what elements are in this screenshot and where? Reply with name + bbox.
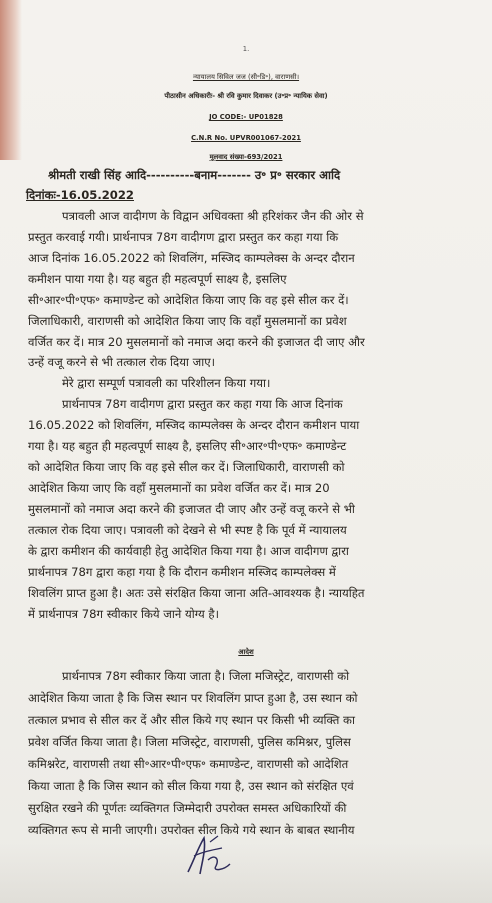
order-line: आदेशित किया जाता है कि जिस स्थान पर शिवलिंग प्राप्त हुआ है, उस स्थान को bbox=[28, 691, 358, 705]
presiding-officer: पीठासीन अधिकारीः- श्री रवि कुमार दिवाकर (उ॰प्र॰ न्यायिक सेवा) bbox=[164, 92, 328, 100]
parties-line: श्रीमती राखी सिंह आदि----------बनाम------- उ॰ प्र॰ सरकार आदि bbox=[48, 168, 341, 182]
body-line: के द्वारा कमीशन की कार्यवाही हेतु आदेशित किया गया है। आज वादीगण द्वारा bbox=[28, 544, 349, 558]
body-line: जिलाधिकारी, वाराणसी को आदेशित किया जाए कि वहाँ मुसलमानों का प्रवेश bbox=[28, 314, 347, 328]
page-number: 1. bbox=[242, 45, 250, 53]
body-line: कमीशन पाया गया है। यह बहुत ही महत्वपूर्ण साक्ष्य है, इसलिए bbox=[28, 272, 287, 286]
body-line: प्रार्थनापत्र 78ग वादीगण द्वारा प्रस्तुत कर कहा गया कि आज दिनांक bbox=[62, 397, 343, 411]
order-line: व्यक्तिगत रूप से मानी जाएगी। उपरोक्त सील किये गये स्थान के बाबत स्थानीय bbox=[28, 823, 355, 837]
body-line: वर्जित कर दें। मात्र 20 मुसलमानों को नमाज अदा करने की इजाजत दी जाए और bbox=[28, 335, 365, 349]
body-line: आदेशित किया जाए कि वहाँ मुसलमानों का प्रवेश वर्जित कर दें। मात्र 20 bbox=[28, 481, 330, 495]
page-shadow bbox=[0, 843, 492, 903]
body-line: आज दिनांक 16.05.2022 को शिवलिंग, मस्जिद काम्पलेक्स के अन्दर दौरान bbox=[28, 251, 355, 265]
order-line: प्रवेश वर्जित किया जाता है। जिला मजिस्ट्रेट, वाराणसी, पुलिस कमिश्नर, पुलिस bbox=[28, 735, 351, 749]
body-line: सी॰आर॰पी॰एफ॰ कमाण्डेन्ट को आदेशित किया जाए कि वह इसे सील कर दें। bbox=[28, 293, 349, 307]
body-line: उन्हें वजू करने से भी तत्काल रोक दिया जाए। bbox=[28, 355, 216, 369]
order-line: प्रार्थनापत्र 78ग स्वीकार किया जाता है। जिला मजिस्ट्रेट, वाराणसी को bbox=[62, 669, 350, 683]
body-line: शिवलिंग प्राप्त हुआ है। अतः उसे संरक्षित किया जाना अति-आवश्यक है। न्यायहित bbox=[28, 586, 365, 600]
body-line: पत्रावली आज वादीगण के विद्वान अधिवक्ता श्री हरिशंकर जैन की ओर से bbox=[62, 209, 364, 223]
order-line: तत्काल प्रभाव से सील कर दें और सील किये गए स्थान पर किसी भी व्यक्ति का bbox=[28, 713, 355, 727]
body-line: को आदेशित किया जाए कि वह इसे सील कर दें। जिलाधिकारी, वाराणसी को bbox=[28, 460, 345, 474]
court-name: न्यायालय सिविल जज (सी॰डि॰), वाराणसी। bbox=[192, 73, 300, 81]
body-line: प्रस्तुत करवाई गयी। प्रार्थनापत्र 78ग वादीगण द्वारा प्रस्तुत कर कहा गया कि bbox=[28, 230, 339, 244]
body-line: प्रार्थनापत्र 78ग द्वारा कहा गया है कि दौरान कमीशन मस्जिद काम्पलेक्स में bbox=[28, 565, 336, 579]
body-line: गया है। यह बहुत ही महत्वपूर्ण साक्ष्य है, इसलिए सी॰आर॰पी॰एफ॰ कमाण्डेन्ट bbox=[28, 439, 347, 453]
order-line: सुरक्षित रखने की पूर्णतः व्यक्तिगत जिम्मेदारी उपरोक्त समस्त अधिकारियों की bbox=[28, 801, 347, 815]
case-number: मूलवाद संख्या-693/2021 bbox=[209, 153, 283, 161]
body-line: मेरे द्वारा सम्पूर्ण पत्रावली का परिशीलन किया गया। bbox=[62, 376, 271, 390]
order-line: किया जाता है कि जिस स्थान को सील किया गया है, उस स्थान को संरक्षित एवं bbox=[28, 779, 354, 793]
jo-code: JO CODE:- UP01828 bbox=[209, 113, 283, 121]
body-line: में प्रार्थनापत्र 78ग स्वीकार किये जाने योग्य है। bbox=[28, 607, 219, 621]
order-line: कमिश्नरेट, वाराणसी तथा सी॰आर॰पी॰एफ॰ कमाण्डेन्ट, वाराणसी को आदेशित bbox=[28, 757, 349, 771]
body-line: तत्काल रोक दिया जाए। पत्रावली को देखने से भी स्पष्ट है कि पूर्व में न्यायालय bbox=[28, 523, 347, 537]
order-date: दिनांकः-16.05.2022 bbox=[26, 188, 134, 202]
body-line: मुसलमानों को नमाज अदा करने की इजाजत दी जाए और उन्हें वजू करने से भी bbox=[28, 502, 355, 516]
body-line: 16.05.2022 को शिवलिंग, मस्जिद काम्पलेक्स के अन्दर दौरान कमीशन पाया bbox=[28, 418, 360, 432]
order-heading: आदेश bbox=[238, 648, 254, 656]
cnr-number: C.N.R No. UPVR001067-2021 bbox=[191, 134, 301, 142]
